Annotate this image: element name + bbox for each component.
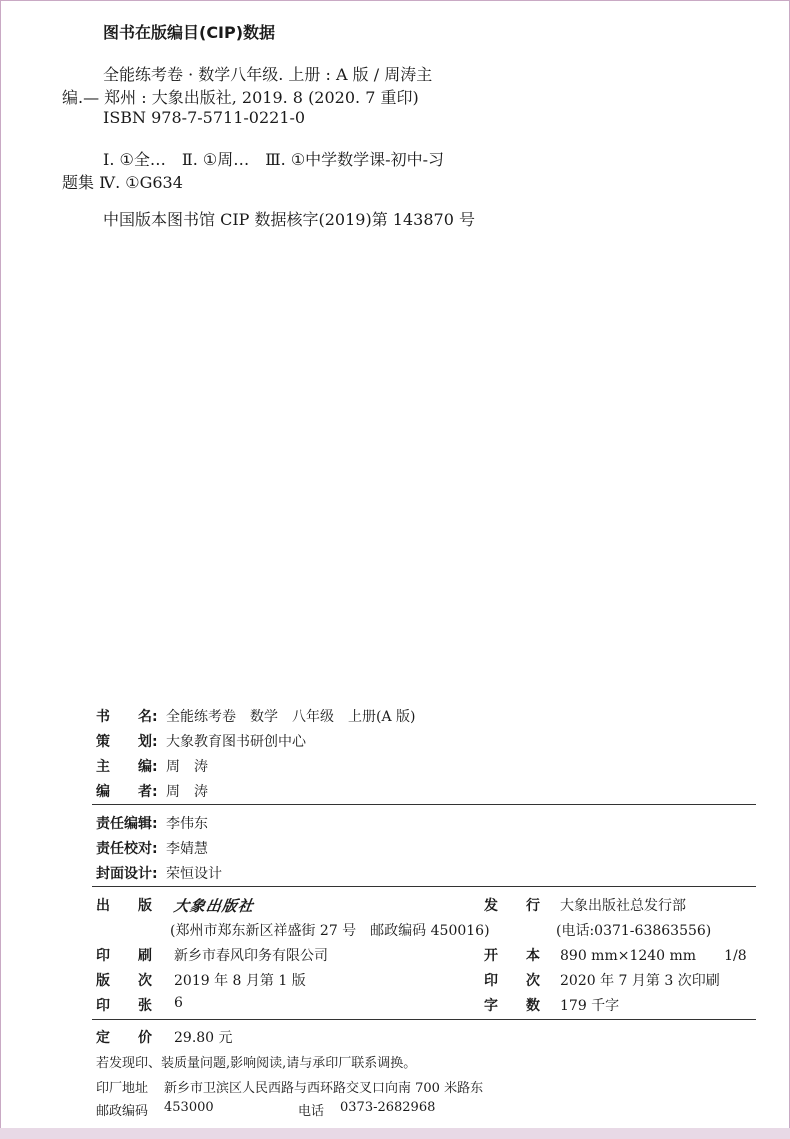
postcode-value: 453000 bbox=[164, 1100, 214, 1115]
divider bbox=[92, 804, 756, 805]
factory-address-label: 印厂地址 bbox=[96, 1081, 149, 1096]
credit-label: 编 者: bbox=[96, 784, 158, 800]
editor-value: 李婧慧 bbox=[166, 841, 208, 857]
cip-isbn: ISBN 978-7-5711-0221-0 bbox=[103, 108, 306, 127]
editor-label: 责任编辑: bbox=[96, 816, 158, 832]
cip-number: 中国版本图书馆 CIP 数据核字(2019)第 143870 号 bbox=[103, 210, 475, 229]
credit-value: 周 涛 bbox=[166, 784, 208, 800]
format-value: 890 mm×1240 mm 1/8 bbox=[560, 948, 747, 964]
editor-label: 责任校对: bbox=[96, 841, 158, 857]
phone-value: 0373-2682968 bbox=[340, 1100, 436, 1115]
credit-value: 周 涛 bbox=[166, 759, 208, 775]
credit-value: 全能练考卷 数学 八年级 上册(A 版) bbox=[166, 709, 416, 725]
quality-notice-text: 若发现印、装质量问题,影响阅读,请与承印厂联系调换。 bbox=[96, 1056, 417, 1071]
page-footer-bar bbox=[0, 1128, 790, 1139]
printer-label: 印 刷 bbox=[96, 948, 152, 964]
phone-label: 电话 bbox=[298, 1104, 325, 1119]
edition-label: 版 次 bbox=[96, 973, 152, 989]
price-value: 29.80 元 bbox=[174, 1030, 233, 1046]
editor-value: 李伟东 bbox=[166, 816, 208, 832]
cip-line-1: 全能练考卷 · 数学八年级. 上册 : A 版 / 周涛主 bbox=[103, 65, 433, 84]
credit-label: 书 名: bbox=[96, 709, 158, 725]
cip-line-2: 编.— 郑州 : 大象出版社, 2019. 8 (2020. 7 重印) bbox=[62, 88, 419, 107]
editor-label: 封面设计: bbox=[96, 866, 158, 882]
credit-label: 主 编: bbox=[96, 759, 158, 775]
publisher-label: 出 版 bbox=[96, 898, 152, 914]
sheets-value: 6 bbox=[174, 995, 183, 1011]
edition-value: 2019 年 8 月第 1 版 bbox=[174, 973, 306, 989]
printer-value: 新乡市春风印务有限公司 bbox=[174, 948, 328, 964]
publisher-address-text: (郑州市郑东新区祥盛街 27 号 邮政编码 450016) bbox=[170, 923, 490, 939]
distributor-value: 大象出版社总发行部 bbox=[560, 898, 686, 914]
distributor-label: 发 行 bbox=[484, 898, 540, 914]
impression-value: 2020 年 7 月第 3 次印刷 bbox=[560, 973, 720, 989]
words-label: 字 数 bbox=[484, 998, 540, 1014]
format-label: 开 本 bbox=[484, 948, 540, 964]
postcode-label: 邮政编码 bbox=[96, 1104, 149, 1119]
cip-heading: 图书在版编目(CIP)数据 bbox=[103, 23, 276, 42]
impression-label: 印 次 bbox=[484, 973, 540, 989]
publisher-logo: 大象出版社 bbox=[172, 897, 256, 915]
editor-value: 荣恒设计 bbox=[166, 866, 222, 882]
cip-classification-2: 题集 Ⅳ. ①G634 bbox=[62, 173, 183, 192]
divider bbox=[92, 886, 756, 887]
words-value: 179 千字 bbox=[560, 998, 620, 1014]
factory-address-value: 新乡市卫滨区人民西路与西环路交叉口向南 700 米路东 bbox=[164, 1081, 484, 1096]
divider bbox=[92, 1019, 756, 1020]
distributor-phone-text: (电话:0371-63863556) bbox=[556, 923, 712, 939]
credit-value: 大象教育图书研创中心 bbox=[166, 734, 306, 750]
price-label: 定 价 bbox=[96, 1030, 152, 1046]
credit-label: 策 划: bbox=[96, 734, 158, 750]
cip-classification-1: Ⅰ. ①全… Ⅱ. ①周… Ⅲ. ①中学数学课-初中-习 bbox=[103, 150, 444, 169]
sheets-label: 印 张 bbox=[96, 998, 152, 1014]
